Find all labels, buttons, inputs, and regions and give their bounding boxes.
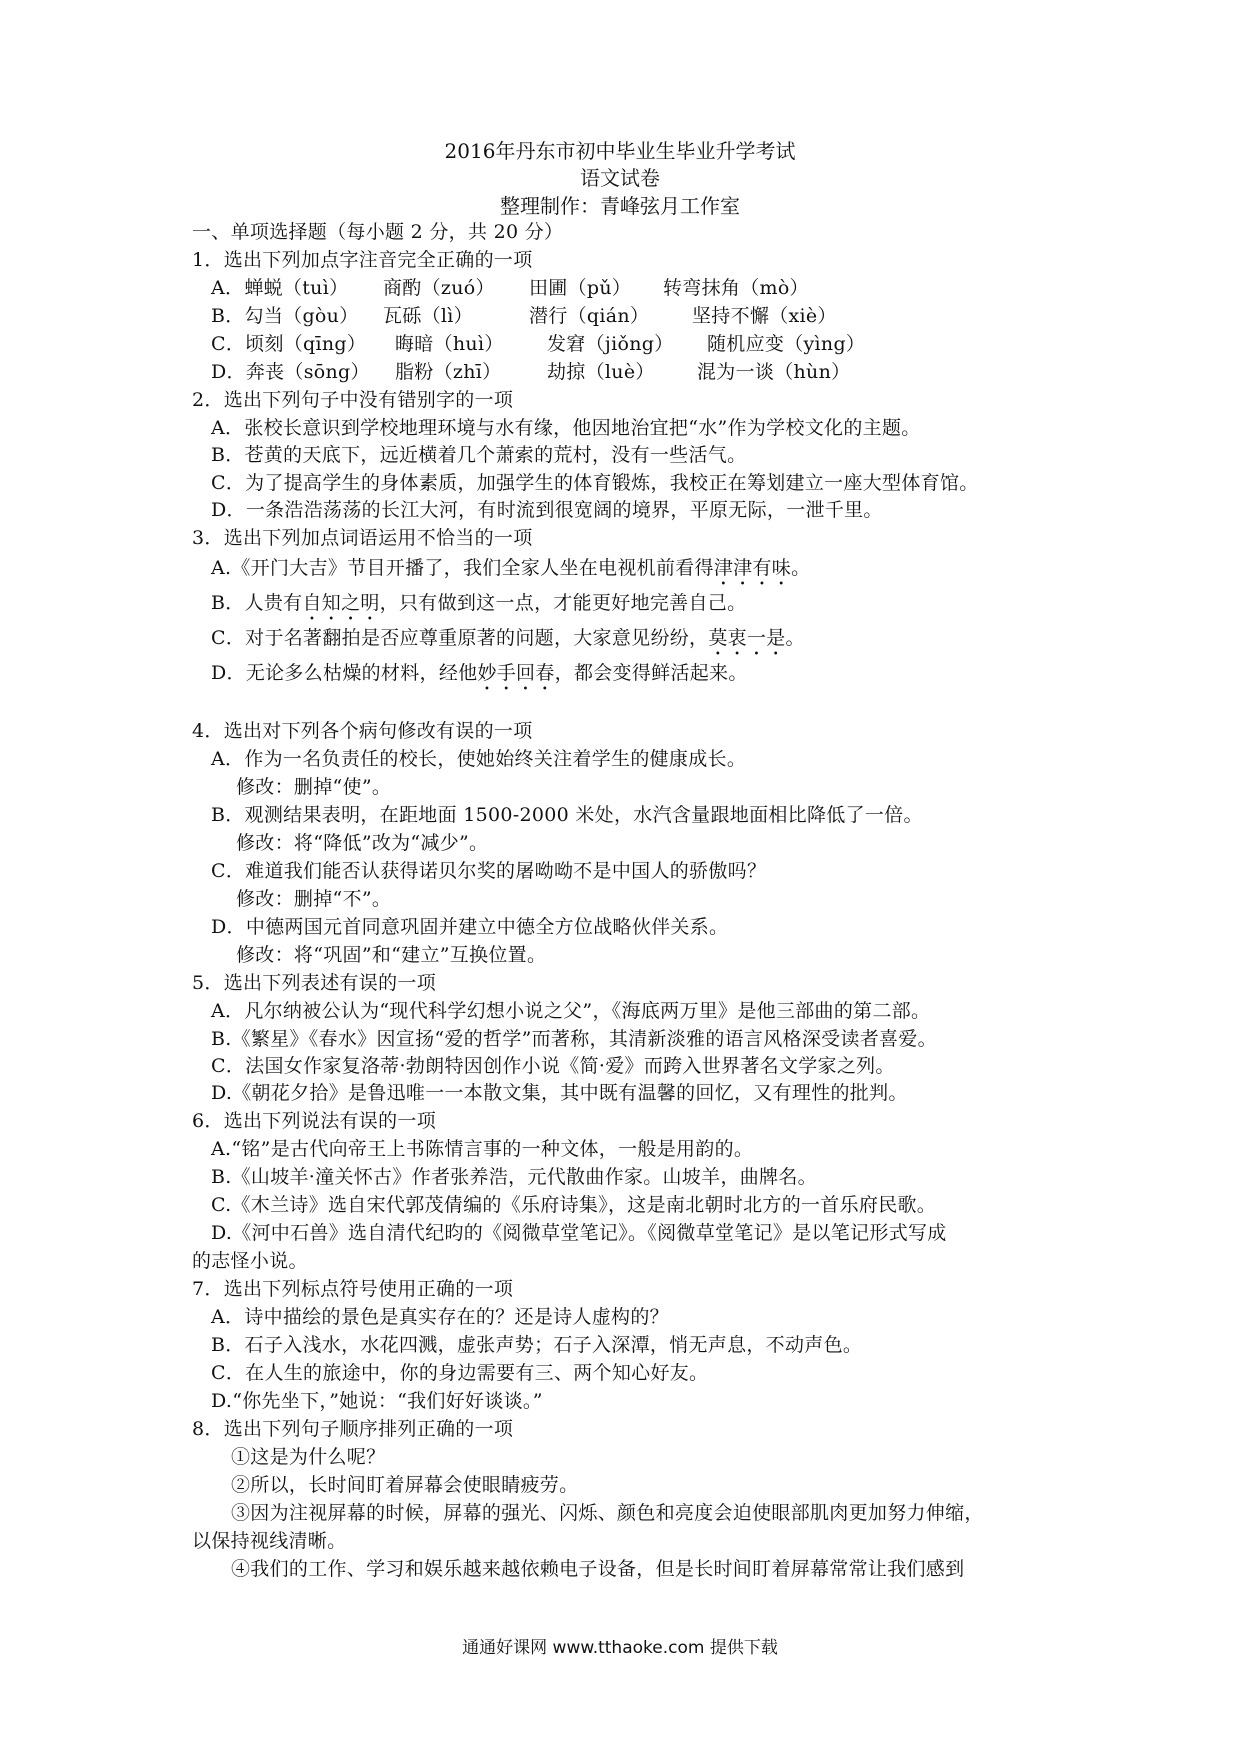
question-6-option-a: A.“铭”是古代向帝王上书陈情言事的一种文体，一般是用韵的。	[211, 1138, 754, 1160]
question-5-option-a: A．凡尔纳被公认为“现代科学幻想小说之父”，《海底两万里》是他三部曲的第二部。	[211, 1000, 931, 1022]
option-text: 。	[791, 557, 811, 579]
option-item: C．顷刻（qīng）	[211, 333, 367, 355]
option-item: 潜行（qián）	[529, 305, 650, 327]
exam-title: 2016年丹东市初中毕业生毕业升学考试	[444, 139, 796, 163]
option-text: ，只有做到这一点，才能更好地完善自己。	[379, 592, 747, 614]
question-8-sentence-3: ③因为注视屏幕的时候，屏幕的强光、闪烁、颜色和亮度会迫使眼部肌肉更加努力伸缩，	[231, 1502, 984, 1524]
question-2-stem: 2．选出下列句子中没有错别字的一项	[192, 389, 514, 411]
option-item: B．勾当（gòu）	[211, 305, 359, 327]
dotted-phrase: 莫衷一是	[708, 627, 786, 649]
question-2-option-b: B．苍黄的天底下，远近横着几个萧索的荒村，没有一些活气。	[211, 444, 747, 466]
question-1-option-d	[211, 359, 850, 386]
question-7-option-a: A．诗中描绘的景色是真实存在的？还是诗人虚构的？	[211, 1306, 669, 1328]
question-4-option-c: C．难道我们能否认获得诺贝尔奖的屠呦呦不是中国人的骄傲吗？	[211, 860, 767, 882]
question-3-option-b	[211, 590, 746, 625]
option-text: A.《开门大吉》节目开播了，我们全家人坐在电视机前看得	[211, 557, 714, 579]
question-1-option-b	[211, 303, 837, 330]
option-item: 混为一谈（hùn）	[697, 361, 851, 383]
exam-maker: 整理制作：青峰弦月工作室	[500, 194, 740, 218]
option-item: 商酌（zuó）	[383, 277, 495, 299]
page-footer: 通通好课网 www.tthaoke.com 提供下载	[462, 1638, 778, 1658]
question-8-sentence-3-cont: 以保持视线清晰。	[192, 1530, 347, 1552]
option-item: 晦暗（huì）	[395, 333, 504, 355]
question-8-stem: 8．选出下列句子顺序排列正确的一项	[192, 1418, 514, 1440]
option-item: 随机应变（yìng）	[707, 333, 866, 355]
question-5-option-c: C．法国女作家复洛蒂·勃朗特因创作小说《简·爱》而跨入世界著名文学家之列。	[211, 1055, 895, 1077]
option-item: 发窘（jiǒng）	[547, 333, 674, 355]
question-4-option-d: D．中德两国元首同意巩固并建立中德全方位战略伙伴关系。	[211, 916, 729, 938]
question-6-option-d: D.《河中石兽》选自清代纪昀的《阅微草堂笔记》。《阅微草堂笔记》是以笔记形式写成	[211, 1222, 947, 1244]
dotted-phrase: 津津有味	[713, 557, 792, 579]
option-item: D．奔丧（sōng）	[211, 361, 370, 383]
question-1-option-a	[211, 275, 809, 302]
option-text: ，都会变得鲜活起来。	[554, 662, 748, 684]
question-6-option-d-cont: 的志怪小说。	[192, 1250, 308, 1272]
option-item: 脂粉（zhī）	[395, 361, 502, 383]
question-6-stem: 6．选出下列说法有误的一项	[192, 1110, 436, 1132]
option-item: 坚持不懈（xiè）	[692, 305, 837, 327]
question-2-option-c: C．为了提高学生的身体素质，加强学生的体育锻炼，我校正在筹划建立一座大型体育馆。	[211, 472, 979, 494]
option-item: 劫掠（luè）	[547, 361, 655, 383]
question-4-fix-a: 修改：删掉“使”。	[236, 776, 392, 798]
question-4-option-a: A．作为一名负责任的校长，使她始终关注着学生的健康成长。	[211, 748, 747, 770]
question-5-option-b: B.《繁星》《春水》因宣扬“爱的哲学”而著称，其清新淡雅的语言风格深受读者喜爱。	[211, 1028, 937, 1050]
option-item: 瓦砾（lì）	[383, 305, 473, 327]
question-4-fix-b: 修改：将“降低”改为“减少”。	[236, 832, 489, 854]
question-7-stem: 7．选出下列标点符号使用正确的一项	[192, 1278, 514, 1300]
question-4-option-b: B．观测结果表明，在距地面 1500-2000 米处，水汽含量跟地面相比降低了一倍。	[211, 804, 923, 826]
question-7-option-d: D.“你先坐下，”她说：“我们好好谈谈。”	[211, 1390, 543, 1412]
question-1-option-c	[211, 331, 865, 358]
option-item: A．蝉蜕（tuì）	[211, 277, 349, 299]
question-1-stem: 1．选出下列加点字注音完全正确的一项	[192, 249, 533, 271]
section-heading: 一、单项选择题（每小题 2 分，共 20 分）	[192, 221, 564, 243]
option-text: 。	[785, 627, 805, 649]
option-text: B．人贵有	[211, 592, 303, 614]
option-item: 转弯抹角（mò）	[663, 277, 809, 299]
question-6-option-c: C.《木兰诗》选自宋代郭茂倩编的《乐府诗集》，这是南北朝时北方的一首乐府民歌。	[211, 1194, 937, 1216]
question-8-sentence-1: ①这是为什么呢？	[231, 1446, 386, 1468]
question-4-stem: 4．选出对下列各个病句修改有误的一项	[192, 720, 533, 742]
option-text: C．对于名著翻拍是否应尊重原著的问题，大家意见纷纷，	[211, 627, 709, 649]
question-3-option-c	[211, 625, 805, 660]
dotted-phrase: 妙手回春	[477, 662, 555, 684]
exam-subtitle: 语文试卷	[580, 166, 660, 190]
question-4-fix-d: 修改：将“巩固”和“建立”互换位置。	[236, 944, 547, 966]
dotted-phrase: 自知之明	[302, 592, 380, 614]
option-text: D．无论多么枯燥的材料，经他	[211, 662, 478, 684]
question-8-sentence-4: ④我们的工作、学习和娱乐越来越依赖电子设备，但是长时间盯着屏幕常常让我们感到	[231, 1558, 965, 1580]
question-3-option-a	[211, 555, 810, 590]
question-5-stem: 5．选出下列表述有误的一项	[192, 972, 436, 994]
question-5-option-d: D.《朝花夕拾》是鲁迅唯一一本散文集，其中既有温馨的回忆，又有理性的批判。	[211, 1082, 908, 1104]
question-7-option-c: C．在人生的旅途中，你的身边需要有三、两个知心好友。	[211, 1362, 709, 1384]
question-2-option-a: A．张校长意识到学校地理环境与水有缘，他因地治宜把“水”作为学校文化的主题。	[211, 417, 921, 439]
question-2-option-d: D．一条浩浩荡荡的长江大河，有时流到很宽阔的境界，平原无际，一泄千里。	[211, 499, 883, 521]
question-4-fix-c: 修改：删掉“不”。	[236, 888, 392, 910]
question-3-option-d	[211, 660, 748, 695]
option-item: 田圃（pǔ）	[529, 277, 632, 299]
question-6-option-b: B.《山坡羊·潼关怀古》作者张养浩，元代散曲作家。山坡羊，曲牌名。	[211, 1166, 817, 1188]
question-8-sentence-2: ②所以，长时间盯着屏幕会使眼睛疲劳。	[231, 1474, 579, 1496]
question-7-option-b: B．石子入浅水，水花四溅，虚张声势；石子入深潭，悄无声息，不动声色。	[211, 1334, 863, 1356]
question-3-stem: 3．选出下列加点词语运用不恰当的一项	[192, 527, 533, 549]
